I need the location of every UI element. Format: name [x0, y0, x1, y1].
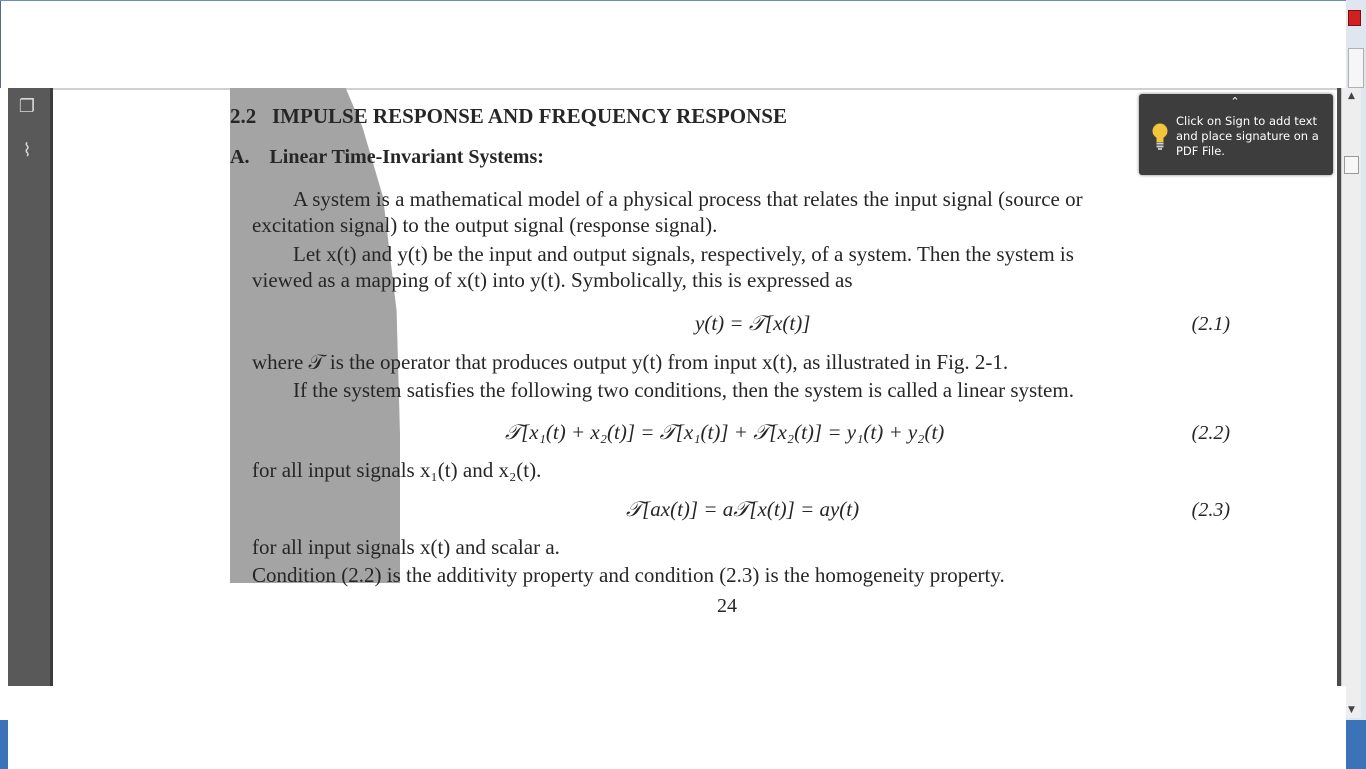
- section-heading: [230, 104, 787, 129]
- pdf-page: [230, 88, 1230, 628]
- pages-icon[interactable]: ❐: [18, 96, 36, 117]
- sign-hint-tooltip[interactable]: [1139, 94, 1333, 175]
- equation-2-1: y(t) = 𝒯[x(t)]: [695, 311, 811, 335]
- section-title: IMPULSE RESPONSE AND FREQUENCY RESPONSE: [272, 104, 787, 128]
- paragraph-line: Condition (2.2) is the additivity property and condition (2.3) is the homogeneity property.: [252, 563, 1005, 587]
- equation-2-2: 𝒯[x₁(t) + x₂(t)] = 𝒯[x₁(t)] + 𝒯[x₂(t)] = y₁(t) + y₂(t): [505, 420, 945, 444]
- paragraph-line: If the system satisfies the following two conditions, then the system is called a linear system.: [293, 378, 1074, 402]
- paragraph-line: viewed as a mapping of x(t) into y(t). Symbolically, this is expressed as: [252, 268, 853, 292]
- equation-number: (2.3): [1191, 499, 1230, 521]
- paragraph-line: excitation signal) to the output signal (response signal).: [252, 213, 718, 237]
- vertical-scrollbar[interactable]: [1341, 88, 1361, 718]
- taskbar-right-edge: [1346, 720, 1366, 769]
- subsection-label: A.: [230, 146, 250, 168]
- page-number: 24: [717, 595, 737, 617]
- close-window-button[interactable]: [1348, 10, 1361, 26]
- lightbulb-icon: [1151, 122, 1169, 150]
- bottom-area: [0, 686, 1346, 769]
- scrollbar-thumb[interactable]: [1344, 156, 1359, 174]
- window-top-edge: [0, 0, 1366, 1]
- paragraph-line: where 𝒯 is the operator that produces output y(t) from input x(t), as illustrated in Fig. 2-1.: [252, 350, 1009, 374]
- subsection-heading: [230, 146, 544, 169]
- equation-2-3: 𝒯[ax(t)] = a𝒯[x(t)] = ay(t): [626, 497, 860, 521]
- equation-number: (2.2): [1191, 422, 1230, 444]
- navigation-pane: [8, 88, 53, 686]
- equation-number: (2.1): [1191, 313, 1230, 335]
- section-number: 2.2: [230, 104, 257, 128]
- toolbar-area: [0, 0, 1347, 88]
- taskbar-left-edge: [0, 720, 8, 769]
- paragraph-line: Let x(t) and y(t) be the input and output signals, respectively, of a system. Then the system is: [293, 242, 1074, 266]
- tooltip-text: Click on Sign to add text and place signature on a PDF File.: [1176, 114, 1319, 158]
- paperclip-icon[interactable]: ⌇: [22, 140, 32, 161]
- paragraph-line: A system is a mathematical model of a physical process that relates the input signal (source or: [293, 187, 1083, 211]
- scroll-up-arrow[interactable]: ▲: [1348, 91, 1355, 101]
- outer-scrollbar[interactable]: [1348, 48, 1364, 88]
- collapse-caret-icon[interactable]: ⌃: [1230, 95, 1240, 108]
- subsection-title: Linear Time-Invariant Systems:: [269, 146, 544, 168]
- paragraph-line: for all input signals x₁(t) and x₂(t).: [252, 458, 542, 482]
- scroll-down-arrow[interactable]: ▼: [1348, 705, 1355, 715]
- paragraph-line: for all input signals x(t) and scalar a.: [252, 535, 560, 559]
